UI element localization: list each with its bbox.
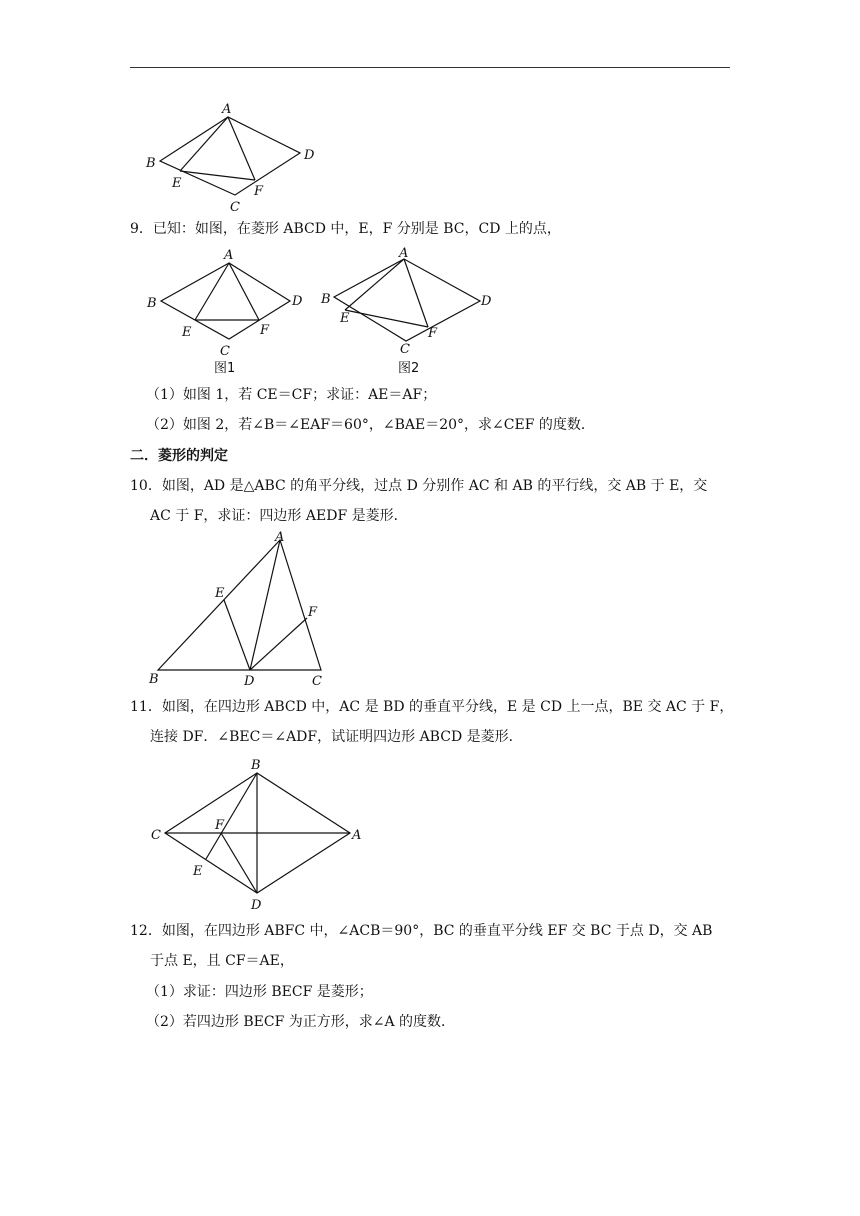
label-B: B [147,296,157,311]
q12-part1: （1）求证：四边形 BECF 是菱形； [146,984,373,1000]
label-D: D [292,294,303,309]
header-rule [130,67,730,68]
label-E: E [172,176,182,191]
figure-9-1 [140,245,315,380]
label-C: C [400,342,410,357]
q9-part2: （2）如图 2，若∠B＝∠EAF＝60°，∠BAE＝20°，求∠CEF 的度数． [146,417,595,433]
label-A: A [224,248,234,263]
label-B: B [251,758,261,773]
label-C: C [312,674,322,689]
label-D: D [251,898,262,913]
label-D: D [304,148,315,163]
caption-figure-1: 图1 [214,361,236,376]
label-C: C [151,828,161,843]
label-B: B [149,672,159,687]
q11-line1: 11．如图，在四边形 ABCD 中，AC 是 BD 的垂直平分线，E 是 CD 上一点，BE 交 AC 于 F， [130,699,734,715]
figure-10 [145,528,340,690]
label-E: E [340,311,350,326]
label-A: A [222,102,232,117]
q12-line2: 于点 E，且 CF＝AE， [150,953,294,969]
figure-9-2 [318,245,498,380]
label-D: D [244,674,255,689]
label-D: D [481,294,492,309]
q10-line2: AC 于 F，求证：四边形 AEDF 是菱形． [150,508,408,524]
section-title: 二．菱形的判定 [130,448,228,464]
q12-part2: （2）若四边形 BECF 为正方形，求∠A 的度数． [146,1014,456,1030]
label-F: F [215,818,225,833]
label-E: E [193,864,203,879]
label-B: B [321,292,331,307]
label-F: F [308,605,318,620]
label-F: F [254,184,264,199]
label-C: C [220,344,230,359]
label-A: A [399,246,409,261]
q11-line2: 连接 DF．∠BEC＝∠ADF，试证明四边形 ABCD 是菱形． [150,729,523,745]
label-F: F [428,326,438,341]
q10-line1: 10．如图，AD 是△ABC 的角平分线，过点 D 分别作 AC 和 AB 的平行线，交 AB 于 E，交 [130,478,708,494]
q12-line1: 12．如图，在四边形 ABFC 中，∠ACB＝90°，BC 的垂直平分线 EF 交 BC 于点 D，交 AB [130,923,713,939]
label-E: E [215,586,225,601]
q9-part1: （1）如图 1，若 CE＝CF；求证：AE＝AF； [146,387,437,403]
label-B: B [146,156,156,171]
label-A: A [352,828,362,843]
label-C: C [230,200,240,215]
q9-stem: 9．已知：如图，在菱形 ABCD 中，E，F 分别是 BC，CD 上的点， [130,221,561,237]
label-E: E [182,325,192,340]
caption-figure-2: 图2 [398,361,420,376]
label-A: A [275,530,285,545]
label-F: F [260,323,270,338]
figure-rhombus-top [140,95,320,215]
figure-11 [145,755,375,915]
